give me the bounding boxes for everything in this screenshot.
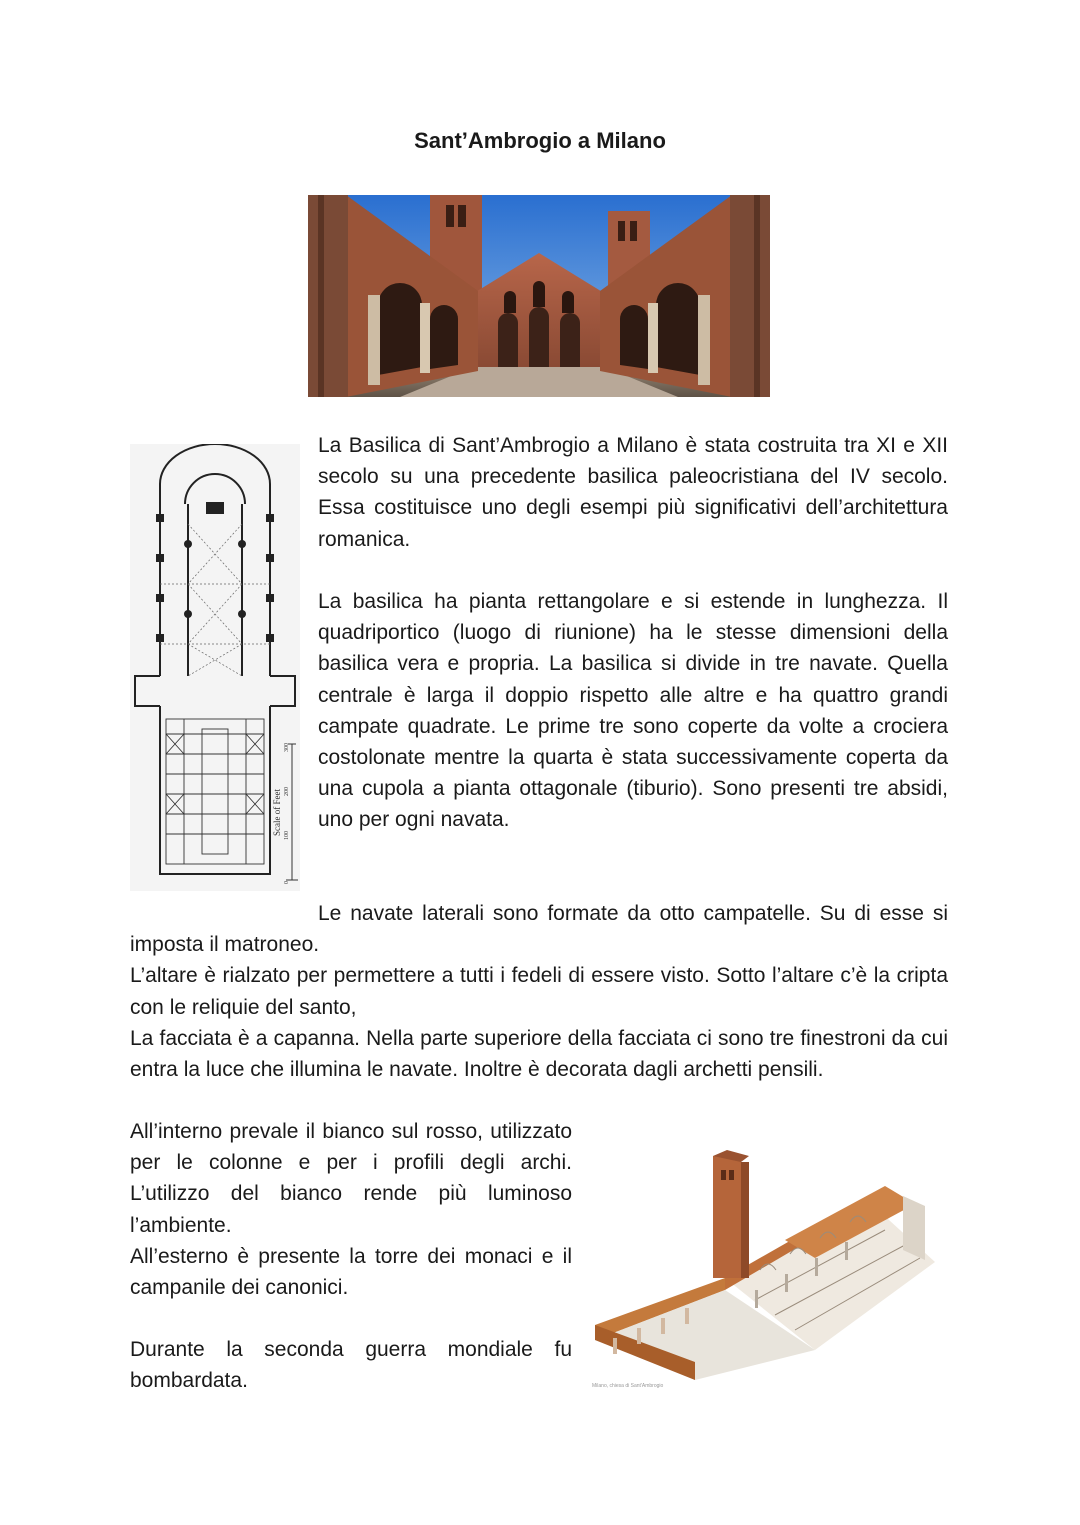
paragraph-naves-altar-facade (130, 898, 948, 1085)
paragraph-war: Durante la seconda guerra mondiale fu bombardata. (130, 1338, 572, 1393)
page-title: Sant’Ambrogio a Milano (414, 128, 666, 153)
plan-scale-tick: 0 (284, 881, 290, 884)
paragraph-interior-exterior (130, 1116, 572, 1303)
basilica-cutaway-illustration (585, 1150, 950, 1400)
paragraph-plan-description: La basilica ha pianta rettangolare e si estende in lunghezza. Il quadriportico (luogo di riunione) ha le stesse dimensioni della basilica vera e propria. La basilica si divide in tre navate. Quella centrale è larga il doppio rispetto alle altre e ha quattro grandi campate quadrate. Le prime tre sono coperte da volte a crociera costolonate mentre la quarta è stata successivamente coperta da una cupola a pianta ottagonale (tiburio). Sono presenti tre absidi, uno per ogni navata. (318, 590, 948, 832)
basilica-atrium-photo (308, 195, 770, 397)
cutaway-caption: Milano, chiesa di Sant'Ambrogio (592, 1383, 664, 1389)
plan-scale-tick: 200 (284, 787, 290, 796)
text-line: La facciata è a capanna. Nella parte superiore della facciata ci sono tre finestroni da cui entra la luce che illumina le navate. Inoltre è decorata dagli archetti pensili. (130, 1026, 948, 1082)
text-line: All’esterno è presente la torre dei monaci e il campanile dei canonici. (130, 1244, 572, 1300)
plan-scale-tick: 100 (284, 831, 290, 840)
plan-scale-tick: 300 (284, 743, 290, 752)
text-line: Le navate laterali sono formate da otto campatelle. Su di esse si imposta il matroneo. (130, 902, 948, 957)
text-line: All’interno prevale il bianco sul rosso, utilizzato per le colonne e per i profili degli archi. L’utilizzo del bianco rende più luminoso l’ambiente. (130, 1120, 572, 1237)
text-line: L’altare è rialzato per permettere a tutti i fedeli di essere visto. Sotto l’altare c’è la cripta con le reliquie del santo, (130, 964, 948, 1019)
plan-scale-label: Scale of Feet (272, 789, 282, 836)
floor-plan-drawing (130, 444, 300, 891)
paragraph-intro: La Basilica di Sant’Ambrogio a Milano è stata costruita tra XI e XII secolo su una precedente basilica paleocristiana del IV secolo. Essa costituisce uno degli esempi più significativi dell’architettura romanica. (318, 434, 948, 551)
